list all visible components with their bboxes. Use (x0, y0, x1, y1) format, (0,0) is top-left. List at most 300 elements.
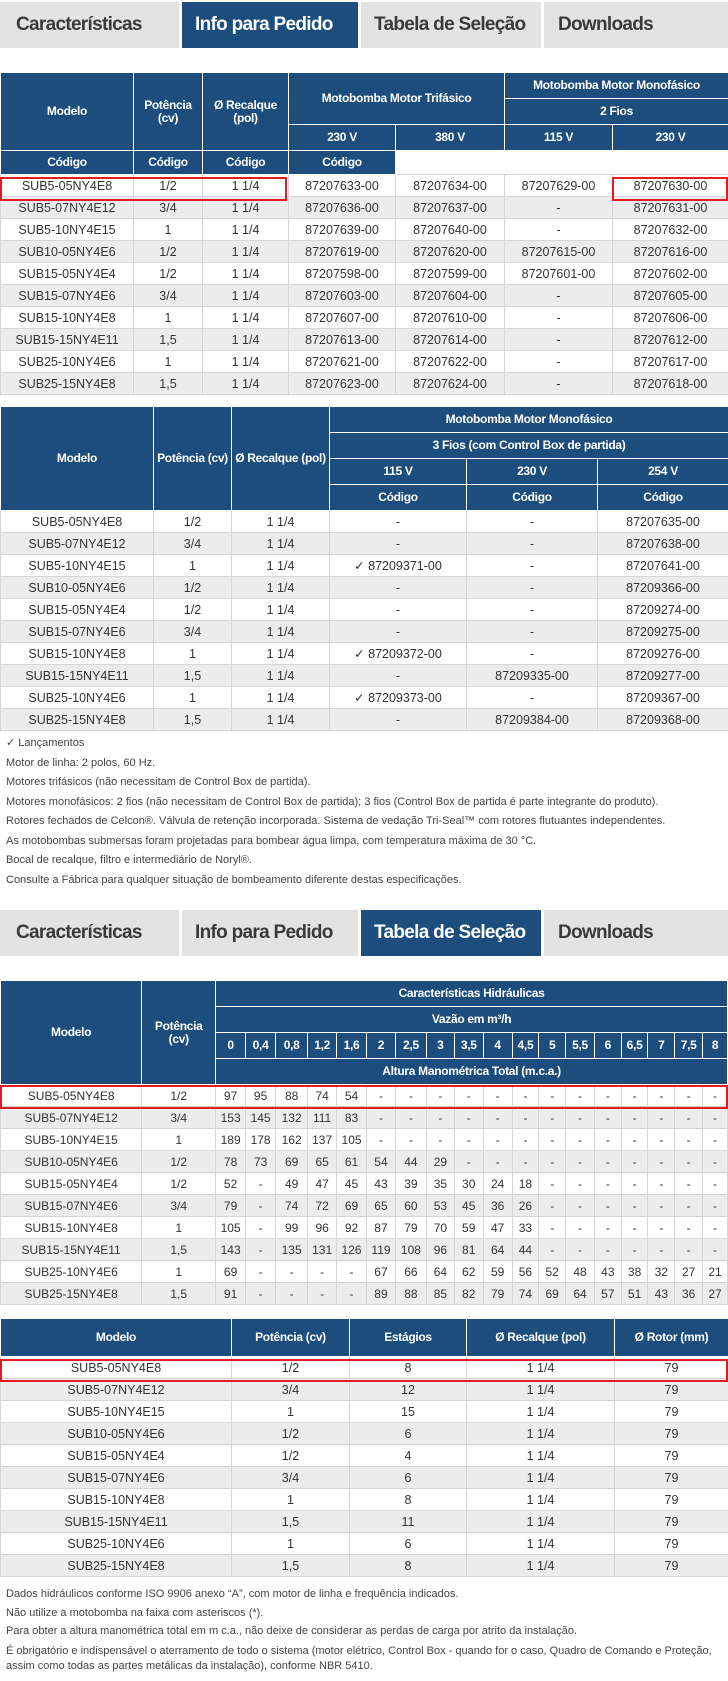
cell-head-value: 44 (395, 1151, 426, 1173)
header-power: Potência (cv) (232, 1319, 350, 1357)
cell-head-value: - (703, 1195, 728, 1217)
cell-head-value: - (539, 1129, 566, 1151)
table-row (1, 219, 728, 241)
cell-head-value: 79 (216, 1195, 246, 1217)
table-row (1, 665, 728, 687)
cell-model: SUB5-10NY4E15 (1, 1129, 142, 1151)
cell-rotor: 79 (615, 1467, 728, 1489)
cell-model: SUB15-10NY4E8 (1, 1217, 142, 1239)
header-flow-value: 5 (539, 1033, 566, 1059)
cell-head-value: 65 (367, 1195, 396, 1217)
cell-head-value: 45 (454, 1195, 483, 1217)
cell-discharge: 1 1/4 (232, 621, 330, 643)
cell-head-value: 43 (594, 1261, 621, 1283)
cell-power: 1 (142, 1217, 216, 1239)
cell-head-value: 38 (621, 1261, 648, 1283)
cell-head-value: 108 (395, 1239, 426, 1261)
cell-model: SUB15-15NY4E11 (1, 1239, 142, 1261)
header-voltage-380: 380 V (396, 125, 505, 151)
cell-model: SUB15-07NY4E6 (1, 621, 154, 643)
cell-discharge: 1 1/4 (232, 555, 330, 577)
cell-head-value: 44 (512, 1239, 539, 1261)
cell-code-tri-380: 87207599-00 (396, 263, 505, 285)
stages-table (0, 1318, 728, 1577)
cell-power: 3/4 (134, 197, 203, 219)
cell-head-value: 83 (337, 1107, 367, 1129)
cell-head-value: - (703, 1239, 728, 1261)
table-row (1, 197, 728, 219)
cell-discharge: 1 1/4 (467, 1489, 615, 1511)
cell-head-value: - (675, 1085, 703, 1107)
cell-code-mono-115: - (505, 307, 613, 329)
cell-head-value: 36 (483, 1195, 512, 1217)
cell-head-value: - (395, 1129, 426, 1151)
cell-power: 3/4 (154, 621, 232, 643)
cell-head-value: - (703, 1085, 728, 1107)
cell-stages: 6 (350, 1533, 467, 1555)
cell-code-tri-230: 87207621-00 (289, 351, 396, 373)
cell-power: 1,5 (142, 1283, 216, 1305)
cell-head-value: 69 (216, 1261, 246, 1283)
cell-head-value: 43 (648, 1283, 675, 1305)
header-flow-value: 7,5 (675, 1033, 703, 1059)
cell-model: SUB15-10NY4E8 (1, 307, 134, 329)
cell-code-115: - (330, 599, 467, 621)
header-flow-value: 1,2 (308, 1033, 337, 1059)
cell-head-value: - (675, 1173, 703, 1195)
cell-power: 3/4 (134, 285, 203, 307)
cell-stages: 15 (350, 1401, 467, 1423)
cell-power: 1,5 (232, 1555, 350, 1577)
cell-head-value: - (703, 1217, 728, 1239)
table-row (1, 1445, 728, 1467)
cell-power: 1 (154, 643, 232, 665)
tab-info-pedido[interactable]: Info para Pedido (182, 2, 358, 48)
cell-head-value: 70 (426, 1217, 454, 1239)
cell-head-value: 59 (454, 1217, 483, 1239)
cell-model: SUB5-07NY4E12 (1, 1107, 142, 1129)
cell-code-mono-230: 87207632-00 (613, 219, 728, 241)
cell-head-value: - (454, 1107, 483, 1129)
cell-head-value: - (395, 1085, 426, 1107)
cell-head-value: 59 (483, 1261, 512, 1283)
cell-discharge: 1 1/4 (232, 709, 330, 731)
cell-model: SUB15-07NY4E6 (1, 285, 134, 307)
cell-head-value: - (594, 1195, 621, 1217)
cell-head-value: 135 (276, 1239, 308, 1261)
header-code: Código (598, 485, 728, 511)
cell-power: 1/2 (232, 1445, 350, 1467)
header-flow: Vazão em m³/h (216, 1007, 728, 1033)
cell-head-value: - (594, 1217, 621, 1239)
header-rotor: Ø Rotor (mm) (615, 1319, 728, 1357)
cell-head-value: - (512, 1107, 539, 1129)
cell-head-value: 72 (308, 1195, 337, 1217)
cell-head-value: - (648, 1173, 675, 1195)
cell-code-115: - (330, 533, 467, 555)
cell-head-value: - (539, 1173, 566, 1195)
tab-downloads[interactable]: Downloads (544, 2, 728, 48)
cell-head-value: 39 (395, 1173, 426, 1195)
cell-code-mono-115: - (505, 219, 613, 241)
table-row (1, 1283, 728, 1305)
hydraulic-table (0, 980, 728, 1305)
cell-head-value: - (566, 1129, 595, 1151)
header-code: Código (467, 485, 598, 511)
cell-head-value: - (566, 1151, 595, 1173)
cell-head-value: - (308, 1283, 337, 1305)
cell-model: SUB25-15NY4E8 (1, 709, 154, 731)
cell-rotor: 79 (615, 1555, 728, 1577)
cell-rotor: 79 (615, 1511, 728, 1533)
header-single-phase: Motobomba Motor Monofásico (505, 73, 728, 99)
cell-code-254: 87209275-00 (598, 621, 728, 643)
cell-head-value: - (648, 1129, 675, 1151)
cell-head-value: - (675, 1217, 703, 1239)
tab-caracteristicas[interactable]: Características (0, 2, 179, 48)
header-two-wires: 2 Fios (505, 99, 728, 125)
cell-head-value: 91 (216, 1283, 246, 1305)
cell-code-254: 87209366-00 (598, 577, 728, 599)
cell-rotor: 79 (615, 1533, 728, 1555)
cell-power: 1,5 (154, 709, 232, 731)
header-flow-value: 8 (703, 1033, 728, 1059)
cell-code-230: - (467, 643, 598, 665)
cell-model: SUB5-05NY4E8 (1, 175, 134, 197)
table-row (1, 599, 728, 621)
cell-head-value: 49 (276, 1173, 308, 1195)
cell-head-value: 74 (512, 1283, 539, 1305)
cell-head-value: - (539, 1217, 566, 1239)
cell-head-value: - (539, 1107, 566, 1129)
cell-code-115: - (330, 665, 467, 687)
table-row (1, 1239, 728, 1261)
tab-caracteristicas[interactable]: Características (0, 910, 179, 956)
cell-head-value: - (594, 1151, 621, 1173)
cell-code-tri-380: 87207604-00 (396, 285, 505, 307)
cell-discharge: 1 1/4 (232, 599, 330, 621)
cell-head-value: - (703, 1151, 728, 1173)
cell-head-value: 99 (276, 1217, 308, 1239)
tab-tabela-selecao[interactable]: Tabela de Seleção (361, 2, 541, 48)
cell-code-mono-115: 87207615-00 (505, 241, 613, 263)
cell-head-value: 145 (246, 1107, 276, 1129)
note-line: Não utilize a motobomba na faixa com asteriscos (*). (6, 1606, 264, 1619)
cell-rotor: 79 (615, 1357, 728, 1379)
header-model: Modelo (1, 407, 154, 511)
cell-head-value: - (367, 1085, 396, 1107)
cell-code-tri-230: 87207607-00 (289, 307, 396, 329)
cell-discharge: 1 1/4 (232, 687, 330, 709)
cell-head-value: 18 (512, 1173, 539, 1195)
header-flow-value: 2 (367, 1033, 396, 1059)
cell-discharge: 1 1/4 (467, 1445, 615, 1467)
cell-head-value: - (566, 1173, 595, 1195)
cell-head-value: - (246, 1217, 276, 1239)
cell-discharge: 1 1/4 (232, 643, 330, 665)
cell-head-value: - (594, 1239, 621, 1261)
cell-head-value: 27 (703, 1283, 728, 1305)
tab-tabela-selecao[interactable]: Tabela de Seleção (361, 910, 541, 956)
cell-code-230: - (467, 555, 598, 577)
table-row (1, 351, 728, 373)
cell-head-value: 79 (483, 1283, 512, 1305)
cell-discharge: 1 1/4 (467, 1533, 615, 1555)
header-code: Código (203, 151, 289, 175)
header-flow-value: 3,5 (454, 1033, 483, 1059)
header-discharge: Ø Recalque (pol) (467, 1319, 615, 1357)
cell-head-value: 85 (426, 1283, 454, 1305)
tab-downloads[interactable]: Downloads (544, 910, 728, 956)
cell-power: 1,5 (154, 665, 232, 687)
cell-head-value: - (621, 1217, 648, 1239)
cell-code-254: 87209367-00 (598, 687, 728, 709)
cell-head-value: 97 (216, 1085, 246, 1107)
cell-head-value: 105 (337, 1129, 367, 1151)
cell-code-tri-230: 87207636-00 (289, 197, 396, 219)
header-power: Potência (cv) (134, 73, 203, 151)
cell-head-value: 32 (648, 1261, 675, 1283)
cell-head-value: 95 (246, 1085, 276, 1107)
cell-head-value: - (276, 1283, 308, 1305)
cell-code-tri-380: 87207640-00 (396, 219, 505, 241)
cell-model: SUB10-05NY4E6 (1, 577, 154, 599)
cell-code-mono-230: 87207606-00 (613, 307, 728, 329)
cell-head-value: - (566, 1085, 595, 1107)
cell-code-115: - (330, 511, 467, 533)
header-three-wires: 3 Fios (com Control Box de partida) (330, 433, 728, 459)
cell-head-value: - (246, 1173, 276, 1195)
cell-stages: 8 (350, 1489, 467, 1511)
cell-head-value: - (454, 1085, 483, 1107)
cell-discharge: 1 1/4 (232, 533, 330, 555)
header-code: Código (330, 485, 467, 511)
cell-head-value: 24 (483, 1173, 512, 1195)
cell-power: 1 (232, 1401, 350, 1423)
cell-power: 1 (142, 1261, 216, 1283)
table-row (1, 577, 728, 599)
cell-code-115: ✓ 87209373-00 (330, 687, 467, 709)
cell-head-value: - (539, 1151, 566, 1173)
cell-model: SUB15-10NY4E8 (1, 1489, 232, 1511)
cell-model: SUB15-05NY4E4 (1, 599, 154, 621)
cell-discharge: 1 1/4 (203, 175, 289, 197)
cell-stages: 6 (350, 1467, 467, 1489)
cell-discharge: 1 1/4 (203, 197, 289, 219)
header-power: Potência (cv) (142, 981, 216, 1085)
table-row (1, 643, 728, 665)
cell-power: 1/2 (134, 263, 203, 285)
header-hydraulic-characteristics: Características Hidráulicas (216, 981, 728, 1007)
cell-head-value: 131 (308, 1239, 337, 1261)
cell-head-value: 67 (367, 1261, 396, 1283)
cell-head-value: 21 (703, 1261, 728, 1283)
cell-code-mono-115: - (505, 285, 613, 307)
cell-power: 1/2 (154, 599, 232, 621)
cell-code-mono-230: 87207617-00 (613, 351, 728, 373)
cell-head-value: - (648, 1107, 675, 1129)
cell-head-value: 69 (337, 1195, 367, 1217)
cell-head-value: - (621, 1085, 648, 1107)
table-row (1, 1217, 728, 1239)
cell-power: 3/4 (142, 1107, 216, 1129)
cell-model: SUB15-15NY4E11 (1, 1511, 232, 1533)
header-total-head: Altura Manométrica Total (m.c.a.) (216, 1059, 728, 1085)
table-row (1, 1467, 728, 1489)
cell-head-value: 56 (512, 1261, 539, 1283)
header-flow-value: 0,4 (246, 1033, 276, 1059)
cell-model: SUB25-10NY4E6 (1, 687, 154, 709)
cell-power: 1 (232, 1533, 350, 1555)
cell-model: SUB10-05NY4E6 (1, 1151, 142, 1173)
table-row (1, 621, 728, 643)
cell-code-mono-230: 87207602-00 (613, 263, 728, 285)
header-power: Potência (cv) (154, 407, 232, 511)
cell-head-value: - (566, 1195, 595, 1217)
cell-code-tri-380: 87207622-00 (396, 351, 505, 373)
cell-head-value: 62 (454, 1261, 483, 1283)
cell-code-254: 87207635-00 (598, 511, 728, 533)
header-single-phase: Motobomba Motor Monofásico (330, 407, 728, 433)
header-flow-value: 4,5 (512, 1033, 539, 1059)
cell-model: SUB5-07NY4E12 (1, 1379, 232, 1401)
cell-head-value: 111 (308, 1107, 337, 1129)
cell-code-tri-380: 87207624-00 (396, 373, 505, 395)
cell-head-value: - (454, 1129, 483, 1151)
table-row (1, 175, 728, 197)
table-row (1, 1261, 728, 1283)
cell-head-value: - (539, 1195, 566, 1217)
cell-power: 1/2 (142, 1173, 216, 1195)
header-voltage-230: 230 V (289, 125, 396, 151)
cell-head-value: - (566, 1217, 595, 1239)
note-line: assim como todas as partes metálicas da instalação), conforme NBR 5410. (6, 1659, 373, 1672)
header-model: Modelo (1, 981, 142, 1085)
cell-head-value: 52 (539, 1261, 566, 1283)
cell-head-value: - (308, 1261, 337, 1283)
note-line: ✓ Lançamentos (6, 737, 85, 749)
note-line: Consulte a Fábrica para qualquer situação de bombeamento diferente destas especificações. (6, 873, 462, 886)
cell-discharge: 1 1/4 (467, 1423, 615, 1445)
cell-power: 1/2 (154, 511, 232, 533)
cell-head-value: - (594, 1173, 621, 1195)
cell-head-value: - (621, 1239, 648, 1261)
cell-code-mono-230: 87207631-00 (613, 197, 728, 219)
cell-model: SUB25-15NY4E8 (1, 1283, 142, 1305)
table-row (1, 241, 728, 263)
cell-head-value: 64 (426, 1261, 454, 1283)
cell-code-tri-230: 87207598-00 (289, 263, 396, 285)
cell-code-mono-115: - (505, 329, 613, 351)
cell-head-value: 47 (308, 1173, 337, 1195)
cell-head-value: - (246, 1195, 276, 1217)
cell-head-value: - (594, 1085, 621, 1107)
cell-power: 1/2 (232, 1423, 350, 1445)
table-row (1, 709, 728, 731)
header-flow-value: 0 (216, 1033, 246, 1059)
cell-head-value: 69 (539, 1283, 566, 1305)
cell-head-value: 30 (454, 1173, 483, 1195)
cell-rotor: 79 (615, 1423, 728, 1445)
header-model: Modelo (1, 73, 134, 151)
cell-head-value: 26 (512, 1195, 539, 1217)
cell-discharge: 1 1/4 (203, 373, 289, 395)
header-discharge: Ø Recalque (pol) (203, 73, 289, 151)
cell-power: 3/4 (232, 1467, 350, 1489)
cell-discharge: 1 1/4 (467, 1555, 615, 1577)
cell-head-value: 53 (426, 1195, 454, 1217)
cell-head-value: - (367, 1129, 396, 1151)
table-row (1, 1401, 728, 1423)
cell-discharge: 1 1/4 (203, 263, 289, 285)
cell-power: 1 (134, 219, 203, 241)
cell-model: SUB25-10NY4E6 (1, 1261, 142, 1283)
cell-head-value: 79 (395, 1217, 426, 1239)
cell-stages: 11 (350, 1511, 467, 1533)
cell-code-254: 87209274-00 (598, 599, 728, 621)
cell-rotor: 79 (615, 1445, 728, 1467)
header-voltage-254: 254 V (598, 459, 728, 485)
cell-model: SUB15-05NY4E4 (1, 1445, 232, 1467)
cell-head-value: 54 (367, 1151, 396, 1173)
cell-head-value: - (648, 1217, 675, 1239)
cell-power: 1/2 (142, 1151, 216, 1173)
cell-head-value: - (675, 1195, 703, 1217)
cell-head-value: 64 (483, 1239, 512, 1261)
table-row (1, 1107, 728, 1129)
cell-head-value: - (246, 1261, 276, 1283)
cell-head-value: - (621, 1151, 648, 1173)
cell-code-mono-230: 87207630-00 (613, 175, 728, 197)
cell-head-value: 74 (276, 1195, 308, 1217)
header-flow-value: 5,5 (566, 1033, 595, 1059)
cell-code-mono-230: 87207618-00 (613, 373, 728, 395)
cell-code-tri-230: 87207639-00 (289, 219, 396, 241)
cell-model: SUB25-15NY4E8 (1, 373, 134, 395)
cell-code-115: - (330, 621, 467, 643)
table-row (1, 533, 728, 555)
cell-code-mono-115: - (505, 351, 613, 373)
table-row (1, 1151, 728, 1173)
cell-head-value: 33 (512, 1217, 539, 1239)
cell-stages: 6 (350, 1423, 467, 1445)
cell-head-value: 88 (276, 1085, 308, 1107)
cell-head-value: - (539, 1239, 566, 1261)
cell-code-tri-380: 87207637-00 (396, 197, 505, 219)
cell-head-value: 87 (367, 1217, 396, 1239)
cell-head-value: 65 (308, 1151, 337, 1173)
cell-head-value: 51 (621, 1283, 648, 1305)
cell-rotor: 79 (615, 1489, 728, 1511)
cell-head-value: - (483, 1151, 512, 1173)
cell-code-mono-230: 87207616-00 (613, 241, 728, 263)
cell-code-mono-115: - (505, 197, 613, 219)
header-voltage-115: 115 V (505, 125, 613, 151)
tab-info-pedido[interactable]: Info para Pedido (182, 910, 358, 956)
cell-head-value: - (703, 1129, 728, 1151)
cell-head-value: - (648, 1151, 675, 1173)
cell-discharge: 1 1/4 (467, 1511, 615, 1533)
cell-code-115: - (330, 577, 467, 599)
cell-rotor: 79 (615, 1401, 728, 1423)
order-table-three-wire (0, 406, 728, 731)
cell-code-254: 87209277-00 (598, 665, 728, 687)
header-three-phase: Motobomba Motor Trifásico (289, 73, 505, 125)
cell-head-value: - (276, 1261, 308, 1283)
note-line: Motores monofásicos: 2 fios (não necessitam de Control Box de partida); 3 fios (Control Box de partida é parte integrante do produto). (6, 795, 659, 808)
cell-model: SUB5-10NY4E15 (1, 1401, 232, 1423)
tab-bar-top (0, 2, 728, 50)
